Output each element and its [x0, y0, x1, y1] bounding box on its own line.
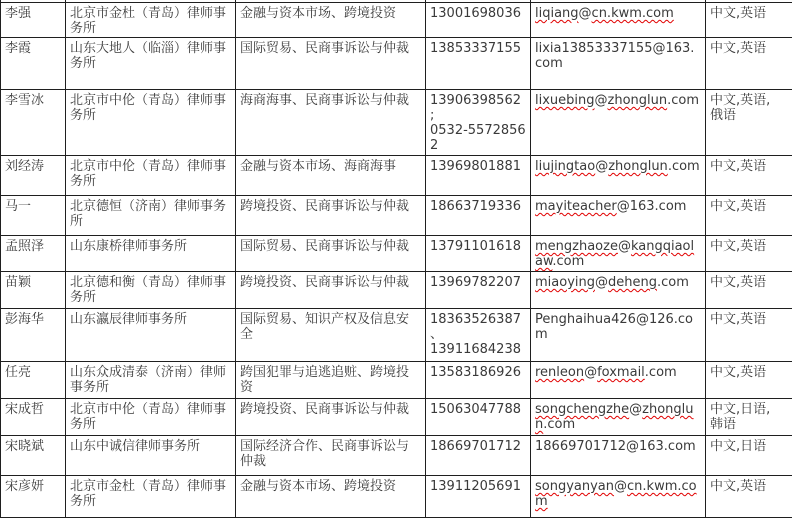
email-segment: .com — [667, 93, 699, 108]
phone-number: 15063047788 — [430, 402, 521, 417]
law-firm-cell — [66, 476, 236, 518]
lawyer-name: 李霞 — [5, 41, 31, 56]
phone-cell — [426, 38, 531, 90]
languages-cell — [706, 399, 792, 436]
languages-text: 中文,英语 — [710, 239, 766, 254]
email-cell — [531, 3, 706, 38]
lawyer-name-cell — [1, 38, 66, 90]
email-segment: lixia13853337155@163.com — [535, 41, 694, 71]
phone-number: 13853337155 — [430, 41, 521, 56]
languages-text: 中文,英语 — [710, 199, 766, 214]
practice-areas-text: 国际贸易、民商事诉讼与仲裁 — [240, 239, 409, 254]
practice-areas-cell — [236, 38, 426, 90]
email-address — [535, 275, 689, 290]
law-firm-name: 山东瀛辰律师事务所 — [70, 312, 187, 327]
lawyer-name: 宋彦妍 — [5, 479, 44, 494]
practice-areas-cell — [236, 196, 426, 236]
law-firm-cell — [66, 399, 236, 436]
languages-cell — [706, 436, 792, 476]
law-firm-name: 山东康桥律师事务所 — [70, 239, 187, 254]
lawyer-name: 任亮 — [5, 365, 31, 380]
email-cell — [531, 436, 706, 476]
languages-text: 中文,英语 — [710, 6, 766, 21]
phone-cell — [426, 272, 531, 309]
languages-text: 中文,英语,俄语 — [710, 93, 770, 123]
email-segment-spellcheck: deheng — [608, 275, 657, 290]
table-row — [1, 156, 792, 196]
lawyer-name: 苗颖 — [5, 275, 31, 290]
languages-cell — [706, 272, 792, 309]
law-firm-cell — [66, 309, 236, 362]
email-address — [535, 439, 696, 454]
lawyer-name-cell — [1, 196, 66, 236]
languages-cell — [706, 156, 792, 196]
email-segment: .com — [657, 275, 689, 290]
lawyer-name: 李强 — [5, 6, 31, 21]
lawyer-name-cell — [1, 90, 66, 156]
table-row — [1, 3, 792, 38]
law-firm-name: 山东众成清泰（济南）律师事务所 — [70, 365, 226, 395]
phone-number: 18663719336 — [430, 199, 521, 214]
practice-areas-text: 跨国犯罪与追逃追赃、跨境投资 — [240, 365, 409, 395]
law-firm-name: 山东中诚信律师事务所 — [70, 439, 200, 454]
email-segment: @ — [595, 93, 608, 108]
languages-text: 中文,英语 — [710, 479, 766, 494]
email-segment-spellcheck: renleon — [535, 365, 584, 380]
law-firm-cell — [66, 436, 236, 476]
phone-cell — [426, 309, 531, 362]
table-row — [1, 90, 792, 156]
lawyer-name-cell — [1, 156, 66, 196]
lawyer-name-cell — [1, 272, 66, 309]
email-address — [535, 402, 694, 432]
practice-areas-cell — [236, 476, 426, 518]
practice-areas-text: 海商海事、民商事诉讼与仲裁 — [240, 93, 409, 108]
languages-cell — [706, 3, 792, 38]
law-firm-cell — [66, 196, 236, 236]
email-segment-spellcheck: songchengzhe — [535, 402, 629, 417]
practice-areas-text: 跨境投资、民商事诉讼与仲裁 — [240, 402, 409, 417]
email-segment-spellcheck: cn.kwm.com — [535, 479, 697, 509]
law-firm-name: 北京市中伦（青岛）律师事务所 — [70, 93, 226, 123]
phone-cell — [426, 436, 531, 476]
law-firm-cell — [66, 3, 236, 38]
table-row — [1, 38, 792, 90]
email-segment-spellcheck: songyanyan — [535, 479, 614, 494]
phone-number: 13791101618 — [430, 239, 521, 254]
email-segment-spellcheck: mayiteacher — [535, 199, 617, 214]
email-segment: @ — [614, 479, 627, 494]
practice-areas-text: 跨境投资、民商事诉讼与仲裁 — [240, 275, 409, 290]
email-segment-spellcheck: kangqiaolaw — [535, 239, 694, 269]
email-cell — [531, 236, 706, 272]
law-firm-cell — [66, 38, 236, 90]
email-address — [535, 312, 693, 342]
languages-text: 中文,日语,韩语 — [710, 402, 770, 432]
law-firm-name: 北京市中伦（青岛）律师事务所 — [70, 159, 226, 189]
practice-areas-text: 金融与资本市场、跨境投资 — [240, 6, 396, 21]
table-row — [1, 272, 792, 309]
languages-cell — [706, 236, 792, 272]
languages-cell — [706, 362, 792, 399]
practice-areas-cell — [236, 156, 426, 196]
phone-cell — [426, 3, 531, 38]
email-segment-spellcheck: liujingtao — [535, 159, 595, 174]
law-firm-cell — [66, 90, 236, 156]
phone-cell — [426, 156, 531, 196]
email-address — [535, 239, 694, 269]
practice-areas-cell — [236, 399, 426, 436]
practice-areas-cell — [236, 309, 426, 362]
email-segment-spellcheck: foxmail — [597, 365, 645, 380]
email-cell — [531, 399, 706, 436]
practice-areas-cell — [236, 90, 426, 156]
languages-text: 中文,日语 — [710, 439, 766, 454]
phone-number: 18363526387 、 13911684238 — [430, 312, 521, 357]
practice-areas-cell — [236, 362, 426, 399]
law-firm-name: 北京市金杜（青岛）律师事务所 — [70, 479, 226, 509]
lawyer-name: 彭海华 — [5, 312, 44, 327]
email-address — [535, 41, 694, 71]
lawyer-name: 孟照泽 — [5, 239, 44, 254]
email-cell — [531, 272, 706, 309]
phone-cell — [426, 399, 531, 436]
practice-areas-cell — [236, 3, 426, 38]
languages-cell — [706, 476, 792, 518]
email-cell — [531, 38, 706, 90]
table-body — [1, 0, 792, 518]
phone-cell — [426, 236, 531, 272]
phone-cell — [426, 196, 531, 236]
lawyer-name-cell — [1, 236, 66, 272]
table-row — [1, 309, 792, 362]
law-firm-cell — [66, 156, 236, 196]
email-segment-spellcheck: mengzhaoze — [535, 239, 618, 254]
email-cell — [531, 90, 706, 156]
table-row — [1, 196, 792, 236]
email-segment-spellcheck: liqiang — [535, 6, 579, 21]
lawyer-name: 马一 — [5, 199, 31, 214]
languages-text: 中文,英语 — [710, 275, 766, 290]
email-segment: @ — [595, 159, 608, 174]
email-segment: @ — [595, 275, 608, 290]
languages-text: 中文,英语 — [710, 41, 766, 56]
phone-cell — [426, 476, 531, 518]
phone-number: 13969782207 — [430, 275, 521, 290]
law-firm-cell — [66, 362, 236, 399]
email-segment-spellcheck: zhonglun — [608, 159, 668, 174]
email-segment: .com — [645, 365, 677, 380]
practice-areas-cell — [236, 272, 426, 309]
table-row — [1, 236, 792, 272]
phone-number: 13583186926 — [430, 365, 521, 380]
email-segment-spellcheck: zhonglun — [535, 402, 694, 432]
email-address — [535, 199, 686, 214]
lawyer-name: 刘经涛 — [5, 159, 44, 174]
lawyer-name-cell — [1, 436, 66, 476]
email-address — [535, 93, 699, 108]
practice-areas-text: 国际贸易、知识产权及信息安全 — [240, 312, 409, 342]
phone-number: 13911205691 — [430, 479, 521, 494]
email-cell — [531, 156, 706, 196]
practice-areas-text: 金融与资本市场、海商海事 — [240, 159, 396, 174]
languages-cell — [706, 309, 792, 362]
practice-areas-text: 跨境投资、民商事诉讼与仲裁 — [240, 199, 409, 214]
law-firm-name: 北京市金杜（青岛）律师事务所 — [70, 6, 226, 36]
phone-number: 13969801881 — [430, 159, 521, 174]
lawyer-name: 宋晓斌 — [5, 439, 44, 454]
languages-text: 中文,英语 — [710, 312, 766, 327]
practice-areas-text: 国际经济合作、民商事诉讼与仲裁 — [240, 439, 409, 469]
law-firm-cell — [66, 236, 236, 272]
phone-number: 13906398562 ; 0532-55728562 — [430, 93, 526, 153]
email-segment: .com — [668, 159, 700, 174]
practice-areas-cell — [236, 236, 426, 272]
phone-number: 18669701712 — [430, 439, 521, 454]
phone-number: 13001698036 — [430, 6, 521, 21]
languages-cell — [706, 196, 792, 236]
languages-cell — [706, 38, 792, 90]
email-cell — [531, 309, 706, 362]
email-address — [535, 159, 700, 174]
email-segment-spellcheck: miaoying — [535, 275, 595, 290]
languages-text: 中文,英语 — [710, 365, 766, 380]
email-address — [535, 365, 677, 380]
email-address — [535, 479, 697, 509]
email-segment: .com — [543, 417, 575, 432]
email-address — [535, 6, 674, 21]
law-firm-name: 北京德恒（济南）律师事务所 — [70, 199, 226, 229]
practice-areas-cell — [236, 436, 426, 476]
email-segment: Penghaihua426@126.com — [535, 312, 693, 342]
phone-cell — [426, 362, 531, 399]
email-segment: .com — [552, 254, 584, 269]
email-segment-spellcheck: cn.kwm.com — [592, 6, 674, 21]
table-row — [1, 399, 792, 436]
lawyer-name: 李雪冰 — [5, 93, 44, 108]
lawyer-name-cell — [1, 3, 66, 38]
languages-text: 中文,英语 — [710, 159, 766, 174]
table-row — [1, 476, 792, 518]
email-segment: @ — [579, 6, 592, 21]
lawyer-name-cell — [1, 362, 66, 399]
email-segment: 18669701712@163.com — [535, 439, 696, 454]
email-segment: @163.com — [617, 199, 687, 214]
law-firm-name: 北京市中伦（青岛）律师事务所 — [70, 402, 226, 432]
lawyer-name-cell — [1, 476, 66, 518]
practice-areas-text: 国际贸易、民商事诉讼与仲裁 — [240, 41, 409, 56]
email-segment-spellcheck: lixuebing — [535, 93, 595, 108]
law-firm-cell — [66, 272, 236, 309]
practice-areas-text: 金融与资本市场、跨境投资 — [240, 479, 396, 494]
email-segment: @ — [629, 402, 642, 417]
law-firm-name: 北京德和衡（青岛）律师事务所 — [70, 275, 226, 305]
languages-cell — [706, 90, 792, 156]
email-segment: @ — [584, 365, 597, 380]
email-cell — [531, 196, 706, 236]
email-segment-spellcheck: zhonglun — [608, 93, 668, 108]
law-firm-name: 山东大地人（临淄）律师事务所 — [70, 41, 226, 71]
lawyer-name-cell — [1, 399, 66, 436]
table-row — [1, 362, 792, 399]
lawyer-name-cell — [1, 309, 66, 362]
table-row — [1, 436, 792, 476]
phone-cell — [426, 90, 531, 156]
lawyer-name: 宋成哲 — [5, 402, 44, 417]
email-segment: @ — [618, 239, 631, 254]
email-cell — [531, 362, 706, 399]
email-cell — [531, 476, 706, 518]
